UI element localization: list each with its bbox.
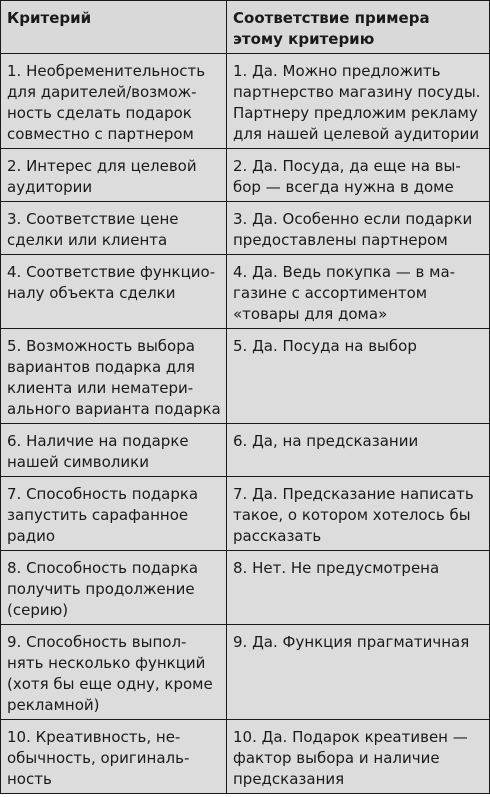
correspondence-cell: 5. Да. Посуда на выбор xyxy=(227,329,490,424)
criterion-cell: 9. Способность выпол- нять несколько функций (хотя бы еще одну, кроме рекламной) xyxy=(1,625,227,720)
header-criterion: Критерий xyxy=(1,1,227,54)
header-row xyxy=(1,1,490,54)
correspondence-cell: 8. Нет. Не предусмотрена xyxy=(227,551,490,625)
criterion-cell: 10. Креативность, не- обычность, оригиналь- ность xyxy=(1,720,227,794)
criterion-cell: 4. Соответствие функцио- налу объекта сделки xyxy=(1,255,227,329)
correspondence-cell: 9. Да. Функция прагматичная xyxy=(227,625,490,720)
correspondence-cell: 10. Да. Подарок креативен — фактор выбора и наличие предсказания xyxy=(227,720,490,794)
correspondence-cell: 7. Да. Предсказание написать такое, о котором хотелось бы рассказать xyxy=(227,477,490,551)
table-row xyxy=(1,720,490,794)
criterion-cell: 1. Необременительность для дарителей/возмож- ность сделать подарок совместно с партнером xyxy=(1,54,227,149)
criterion-cell: 7. Способность подарка запустить сарафанное радио xyxy=(1,477,227,551)
table-row xyxy=(1,551,490,625)
header-correspondence: Соответствие примера этому критерию xyxy=(227,1,490,54)
table-row xyxy=(1,625,490,720)
criterion-cell: 2. Интерес для целевой аудитории xyxy=(1,149,227,202)
correspondence-cell: 4. Да. Ведь покупка — в ма- газине с ассортиментом «товары для дома» xyxy=(227,255,490,329)
table-row xyxy=(1,424,490,477)
criterion-cell: 3. Соответствие цене сделки или клиента xyxy=(1,202,227,255)
table-row xyxy=(1,329,490,424)
correspondence-cell: 3. Да. Особенно если подарки предоставлены партнером xyxy=(227,202,490,255)
table-row xyxy=(1,202,490,255)
criterion-cell: 8. Способность подарка получить продолжение (серию) xyxy=(1,551,227,625)
table-row xyxy=(1,477,490,551)
table-header xyxy=(1,1,490,54)
criterion-cell: 5. Возможность выбора вариантов подарка для клиента или нематери- ального варианта подарка xyxy=(1,329,227,424)
correspondence-cell: 2. Да. Посуда, да еще на вы- бор — всегда нужна в доме xyxy=(227,149,490,202)
correspondence-cell: 6. Да, на предсказании xyxy=(227,424,490,477)
correspondence-cell: 1. Да. Можно предложить партнерство магазину посуды. Партнеру предложим рекламу для нашей целевой аудитории xyxy=(227,54,490,149)
table-row xyxy=(1,149,490,202)
criterion-cell: 6. Наличие на подарке нашей символики xyxy=(1,424,227,477)
table-row xyxy=(1,255,490,329)
table-body xyxy=(1,54,490,794)
table-row xyxy=(1,54,490,149)
